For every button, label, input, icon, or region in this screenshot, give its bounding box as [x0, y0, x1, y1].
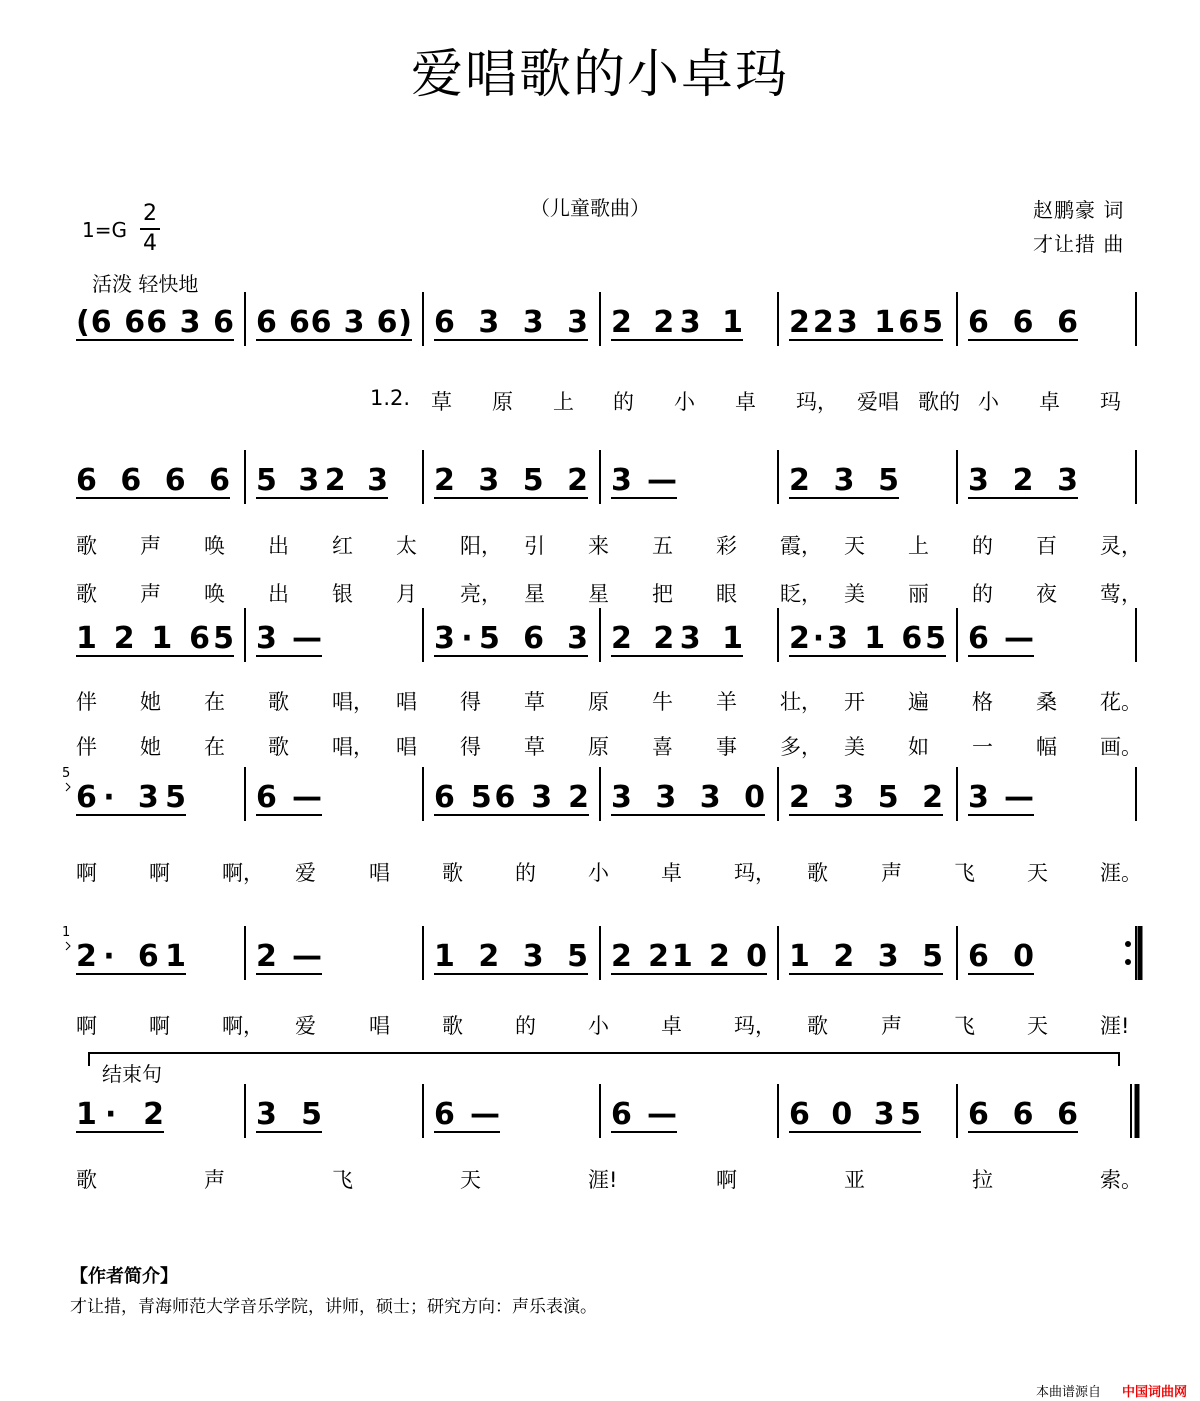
- lyric-syllable: 出: [268, 534, 289, 558]
- lyric-syllable: 原: [588, 735, 609, 759]
- lyric-syllable: 桑: [1036, 690, 1057, 714]
- measure-notes: 3 —: [611, 463, 677, 498]
- lyric-syllable: 小: [978, 390, 999, 414]
- lyric-syllable: 唱，: [332, 735, 374, 759]
- staff-svg: [0, 606, 1200, 670]
- lyric-syllable: 亮，: [460, 582, 502, 606]
- measure-notes: 2 21 2 0: [611, 939, 767, 974]
- lyric-syllable: 夜: [1036, 582, 1057, 606]
- lyric-syllable: 草: [524, 690, 545, 714]
- song-title: 爱唱歌的小卓玛: [410, 45, 789, 105]
- measure-notes: 6 0 35: [789, 1097, 921, 1132]
- score-row: [0, 290, 1200, 354]
- lyric-syllable: 啊: [149, 1014, 170, 1038]
- lyric-syllable: 一: [972, 735, 993, 759]
- footer-source: 本曲谱源自: [1036, 1385, 1102, 1400]
- measure-notes: 2 3 5 2: [434, 463, 588, 498]
- measure-notes: 6 —: [968, 621, 1034, 656]
- lyric-syllable: 眼: [716, 582, 737, 606]
- score-row: [0, 765, 1200, 829]
- staff-svg: [0, 1082, 1200, 1146]
- composer-credit: 才让措 曲: [1033, 232, 1125, 256]
- measure-notes: 223 165: [789, 305, 943, 340]
- lyric-syllable: 歌: [76, 582, 97, 606]
- lyric-syllable: 把: [652, 582, 673, 606]
- measure-notes: 1 2 3 5: [434, 939, 588, 974]
- lyric-syllable: 声: [140, 534, 161, 558]
- measure-notes: 6 56 3 2: [434, 780, 589, 815]
- lyric-syllable: 唱: [369, 1014, 390, 1038]
- staff-svg: [0, 448, 1200, 512]
- lyric-syllable: 阳，: [460, 534, 502, 558]
- measure-notes: 2 23 1: [611, 305, 743, 340]
- lyric-syllable: 爱: [295, 1014, 316, 1038]
- lyric-syllable: 画。: [1100, 735, 1142, 759]
- lyric-syllable: 天: [1027, 861, 1048, 885]
- lyric-syllable: 小: [588, 1014, 609, 1038]
- lyric-syllable: 唱: [396, 735, 417, 759]
- lyric-syllable: 歌: [76, 534, 97, 558]
- lyric-syllable: 太: [396, 534, 417, 558]
- lyric-syllable: 上: [553, 390, 574, 414]
- lyric-syllable: 啊: [149, 861, 170, 885]
- measure-notes: 2 23 1: [611, 621, 743, 656]
- lyric-syllable: 眨，: [780, 582, 822, 606]
- lyric-syllable: 原: [492, 390, 513, 414]
- lyric-syllable: 爱: [295, 861, 316, 885]
- measure-notes: 2 3 5 2: [789, 780, 943, 815]
- lyric-syllable: 唤: [204, 582, 225, 606]
- measure-notes: 2·3 1 65: [789, 621, 946, 656]
- lyric-syllable: 歌: [807, 861, 828, 885]
- lyric-syllable: 出: [268, 582, 289, 606]
- lyric-syllable: 玛，: [734, 1014, 776, 1038]
- measure-notes: 1· 2: [76, 1097, 164, 1132]
- measure-notes: 3 —: [256, 621, 322, 656]
- lyric-syllable: 得: [460, 690, 481, 714]
- measure-notes: 3 3 3 0: [611, 780, 765, 815]
- lyric-syllable: 涯。: [1100, 861, 1142, 885]
- staff-svg: [0, 765, 1200, 829]
- lyric-syllable: 声: [140, 582, 161, 606]
- lyric-syllable: 如: [908, 735, 929, 759]
- measure-notes: 5 32 3: [256, 463, 388, 498]
- lyric-syllable: 涯!: [1100, 1014, 1130, 1038]
- measure-notes: 2· 61: [76, 939, 186, 974]
- footer-site-link[interactable]: 中国词曲网: [1122, 1385, 1188, 1400]
- lyric-syllable: 的: [613, 390, 634, 414]
- lyric-syllable: 歌: [76, 1168, 97, 1192]
- lyric-syllable: 玛: [1100, 390, 1121, 414]
- time-signature-bottom: 4: [143, 231, 157, 256]
- lyric-syllable: 她: [140, 735, 161, 759]
- lyric-syllable: 遍: [908, 690, 929, 714]
- lyric-syllable: 歌: [442, 861, 463, 885]
- lyric-syllable: 小: [588, 861, 609, 885]
- lyric-syllable: 玛，: [796, 390, 838, 414]
- lyric-syllable: 唱: [396, 690, 417, 714]
- measure-notes: 6 —: [434, 1097, 500, 1132]
- staff-svg: [0, 924, 1200, 988]
- measure-notes: (6 66 3 6: [76, 305, 234, 340]
- lyric-syllable: 美: [844, 582, 865, 606]
- lyric-syllable: 飞: [332, 1168, 353, 1192]
- lyric-syllable: 亚: [844, 1168, 865, 1192]
- lyric-syllable: 卓: [661, 861, 682, 885]
- measure-notes: 1 2 1 65: [76, 621, 234, 656]
- measure-notes: 6 —: [611, 1097, 677, 1132]
- lyric-syllable: 1.2.: [370, 386, 411, 410]
- lyric-syllable: 唱: [369, 861, 390, 885]
- lyric-syllable: 丽: [908, 582, 929, 606]
- lyric-syllable: 拉: [972, 1168, 993, 1192]
- measure-notes: 3 —: [968, 780, 1034, 815]
- lyric-syllable: 的: [972, 534, 993, 558]
- song-genre: （儿童歌曲）: [530, 196, 650, 220]
- measure-notes: 1 2 3 5: [789, 939, 943, 974]
- lyric-syllable: 喜: [652, 735, 673, 759]
- measure-notes: 6 6 6 6: [76, 463, 230, 498]
- lyric-syllable: 羊: [716, 690, 737, 714]
- ending-label: 结束句: [102, 1062, 162, 1086]
- volta-bracket: [66, 783, 70, 791]
- score-row: [0, 606, 1200, 670]
- lyric-syllable: 的: [515, 1014, 536, 1038]
- lyric-syllable: 开: [844, 690, 865, 714]
- key-signature: 1=G: [82, 218, 127, 242]
- ending-bracket: [88, 1052, 1120, 1066]
- lyric-syllable: 得: [460, 735, 481, 759]
- lyric-syllable: 霞，: [780, 534, 822, 558]
- lyric-syllable: 草: [524, 735, 545, 759]
- lyric-syllable: 原: [588, 690, 609, 714]
- measure-notes: 6 6 6: [968, 305, 1078, 340]
- time-signature-top: 2: [140, 200, 160, 230]
- time-signature: [140, 200, 160, 258]
- lyric-syllable: 歌: [442, 1014, 463, 1038]
- lyric-syllable: 来: [588, 534, 609, 558]
- lyric-syllable: 声: [204, 1168, 225, 1192]
- lyric-syllable: 牛: [652, 690, 673, 714]
- lyric-syllable: 灵，: [1100, 534, 1142, 558]
- volta-number: 1: [62, 925, 71, 940]
- author-note-body: 才让措，青海师范大学音乐学院，讲师，硕士；研究方向：声乐表演。: [70, 1297, 597, 1317]
- lyric-syllable: 彩: [716, 534, 737, 558]
- lyric-syllable: 歌的: [918, 390, 960, 414]
- tempo-marking: 活泼 轻快地: [92, 272, 199, 296]
- measure-notes: 2 —: [256, 939, 322, 974]
- lyric-syllable: 飞: [954, 1014, 975, 1038]
- lyric-syllable: 伴: [76, 735, 97, 759]
- measure-notes: 6 0: [968, 939, 1034, 974]
- lyric-syllable: 莺，: [1100, 582, 1142, 606]
- measure-notes: 6 6 6: [968, 1097, 1078, 1132]
- lyric-syllable: 格: [972, 690, 993, 714]
- lyric-syllable: 唱，: [332, 690, 374, 714]
- lyric-syllable: 小: [674, 390, 695, 414]
- measure-notes: 6 66 3 6): [256, 305, 412, 340]
- lyric-syllable: 啊: [76, 861, 97, 885]
- lyric-syllable: 在: [204, 735, 225, 759]
- score-row: [0, 924, 1200, 988]
- lyric-syllable: 红: [332, 534, 353, 558]
- lyric-syllable: 唤: [204, 534, 225, 558]
- measure-notes: 3 2 3: [968, 463, 1078, 498]
- lyric-syllable: 爱唱: [857, 390, 899, 414]
- measure-notes: 3·5 6 3: [434, 621, 588, 656]
- lyric-syllable: 卓: [661, 1014, 682, 1038]
- lyric-syllable: 歌: [268, 735, 289, 759]
- volta-number: 5: [62, 766, 71, 781]
- lyric-syllable: 啊，: [222, 1014, 264, 1038]
- lyric-syllable: 月: [396, 582, 417, 606]
- lyric-syllable: 星: [588, 582, 609, 606]
- lyric-syllable: 伴: [76, 690, 97, 714]
- volta-bracket: [66, 942, 70, 950]
- lyric-syllable: 玛，: [734, 861, 776, 885]
- lyricist-credit: 赵鹏豪 词: [1033, 198, 1125, 222]
- lyric-syllable: 幅: [1036, 735, 1057, 759]
- repeat-dot: [1125, 941, 1131, 947]
- lyric-syllable: 声: [881, 1014, 902, 1038]
- lyric-syllable: 花。: [1100, 690, 1142, 714]
- lyric-syllable: 卓: [735, 390, 756, 414]
- measure-notes: 2 3 5: [789, 463, 899, 498]
- lyric-syllable: 上: [908, 534, 929, 558]
- lyric-syllable: 的: [972, 582, 993, 606]
- lyric-syllable: 她: [140, 690, 161, 714]
- measure-notes: 6· 35: [76, 780, 186, 815]
- repeat-dot: [1125, 959, 1131, 965]
- lyric-syllable: 索。: [1100, 1168, 1142, 1192]
- lyric-syllable: 多，: [780, 735, 822, 759]
- score-row: [0, 1082, 1200, 1146]
- lyric-syllable: 壮，: [780, 690, 822, 714]
- lyric-syllable: 在: [204, 690, 225, 714]
- lyric-syllable: 啊，: [222, 861, 264, 885]
- score-row: [0, 448, 1200, 512]
- lyric-syllable: 事: [716, 735, 737, 759]
- measure-notes: 3 5: [256, 1097, 322, 1132]
- measure-notes: 6 3 3 3: [434, 305, 588, 340]
- measure-notes: 6 —: [256, 780, 322, 815]
- lyric-syllable: 星: [524, 582, 545, 606]
- lyric-syllable: 五: [652, 534, 673, 558]
- lyric-syllable: 天: [844, 534, 865, 558]
- lyric-syllable: 引: [524, 534, 545, 558]
- lyric-syllable: 草: [431, 390, 452, 414]
- lyric-syllable: 歌: [807, 1014, 828, 1038]
- lyric-syllable: 涯!: [588, 1168, 618, 1192]
- lyric-syllable: 卓: [1039, 390, 1060, 414]
- lyric-syllable: 银: [332, 582, 353, 606]
- lyric-syllable: 飞: [954, 861, 975, 885]
- author-note-heading: 【作者简介】: [70, 1266, 178, 1287]
- lyric-syllable: 美: [844, 735, 865, 759]
- lyric-syllable: 天: [460, 1168, 481, 1192]
- lyric-syllable: 声: [881, 861, 902, 885]
- lyric-syllable: 百: [1036, 534, 1057, 558]
- lyric-syllable: 的: [515, 861, 536, 885]
- lyric-syllable: 歌: [268, 690, 289, 714]
- lyric-syllable: 天: [1027, 1014, 1048, 1038]
- staff-svg: [0, 290, 1200, 354]
- lyric-syllable: 啊: [76, 1014, 97, 1038]
- lyric-syllable: 啊: [716, 1168, 737, 1192]
